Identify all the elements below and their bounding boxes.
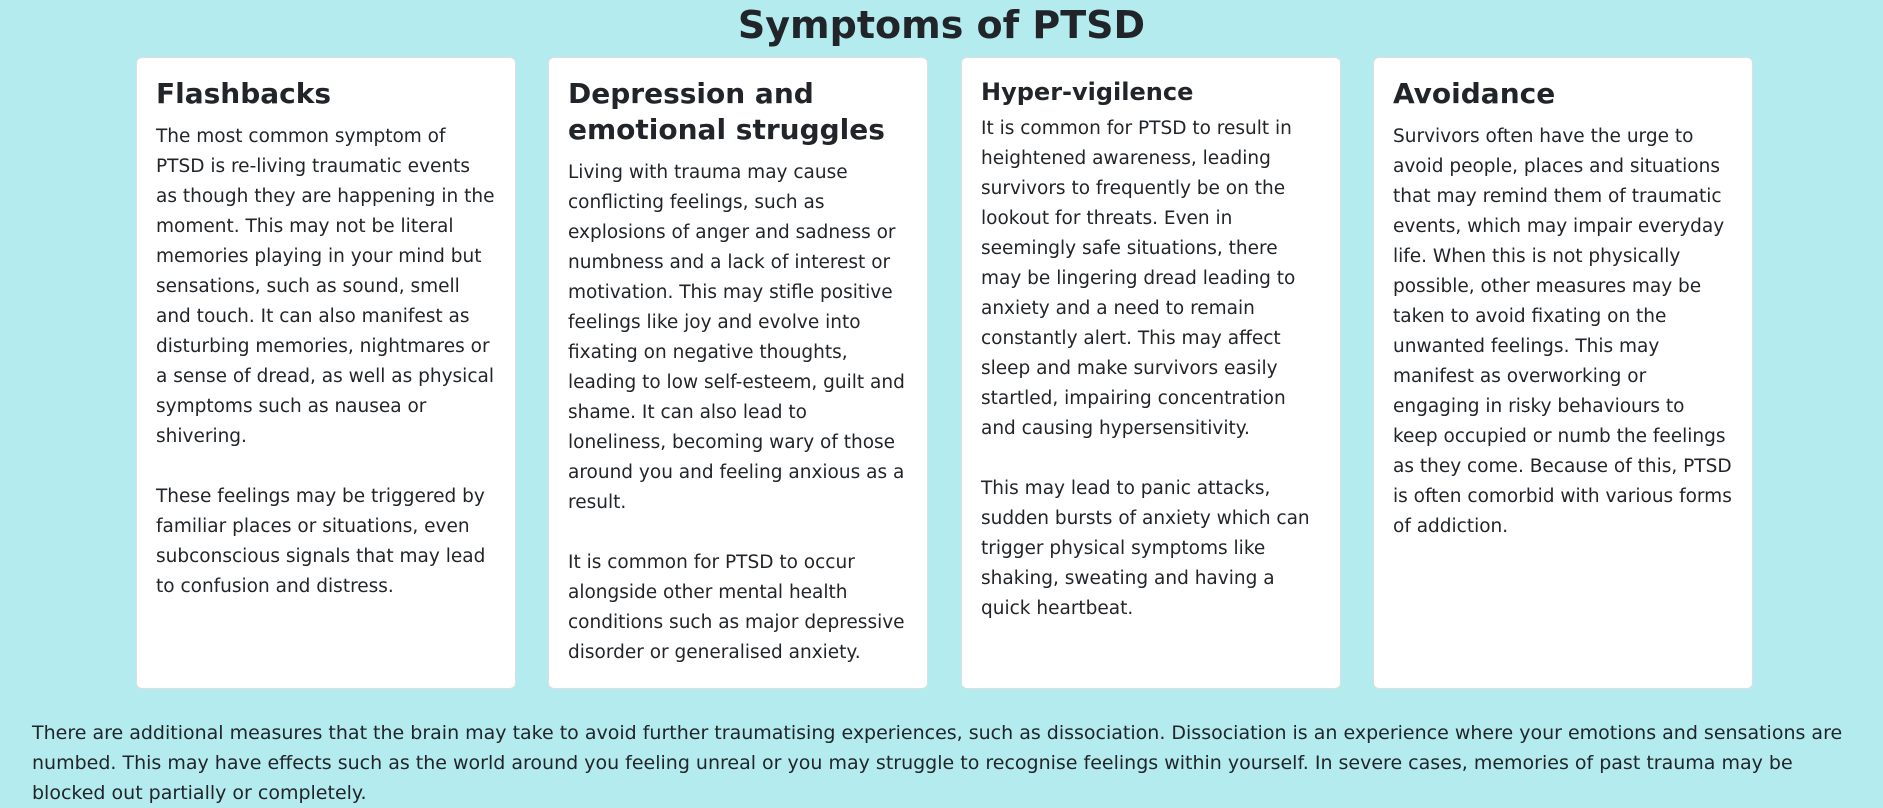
- card-avoidance: [1373, 57, 1753, 689]
- card-hyper-vigilence: [961, 57, 1341, 689]
- card-paragraph: It is common for PTSD to occur alongside other mental health conditions such as major depressive disorder or generalised anxiety.: [568, 552, 905, 663]
- card-heading: Avoidance: [1393, 77, 1556, 110]
- card-paragraph: This may lead to panic attacks, sudden bursts of anxiety which can trigger physical symptoms like shaking, sweating and having a quick heartbeat.: [981, 478, 1310, 619]
- card-paragraph: The most common symptom of PTSD is re-living traumatic events as though they are happening in the moment. This may not be literal memories playing in your mind but sensations, such as sound, smell and touch. It can also manifest as disturbing memories, nightmares or a sense of dread, as well as physical symptoms such as nausea or shivering.: [156, 126, 495, 447]
- page-title: Symptoms of PTSD: [737, 3, 1146, 47]
- card-heading: Depression and emotional struggles: [568, 77, 885, 146]
- card-heading: Hyper-vigilence: [981, 78, 1194, 106]
- card-heading: Flashbacks: [156, 77, 332, 110]
- symptom-cards: [136, 57, 1756, 691]
- card-paragraph: Survivors often have the urge to avoid people, places and situations that may remind them of traumatic events, which may impair everyday life. When this is not physically possible, other measures may be taken to avoid fixating on the unwanted feelings. This may manifest as overworking or engaging in risky behaviours to keep occupied or numb the feelings as they come. Because of this, PTSD is often comorbid with various forms of addiction.: [1393, 126, 1732, 537]
- card-flashbacks: [136, 57, 516, 689]
- card-paragraph: These feelings may be triggered by familiar places or situations, even subconscious signals that may lead to confusion and distress.: [156, 486, 486, 597]
- footer-text: There are additional measures that the brain may take to avoid further traumatising experiences, such as dissociation. Dissociation is an experience where your emotions and sensations are numbed. This may have effects such as the world around you feeling unreal or you may struggle to recognise feelings within yourself. In severe cases, memories of past trauma may be blocked out partially or completely.: [32, 722, 1843, 804]
- card-paragraph: It is common for PTSD to result in heightened awareness, leading survivors to frequently be on the lookout for threats. Even in seemingly safe situations, there may be lingering dread leading to anxiety and a need to remain constantly alert. This may affect sleep and make survivors easily startled, impairing concentration and causing hypersensitivity.: [981, 118, 1296, 439]
- card-depression: [548, 57, 928, 689]
- card-paragraph: Living with trauma may cause conflicting feelings, such as explosions of anger and sadness or numbness and a lack of interest or motivation. This may stifle positive feelings like joy and evolve into fixating on negative thoughts, leading to low self-esteem, guilt and shame. It can also lead to loneliness, becoming wary of those around you and feeling anxious as a result.: [568, 162, 905, 513]
